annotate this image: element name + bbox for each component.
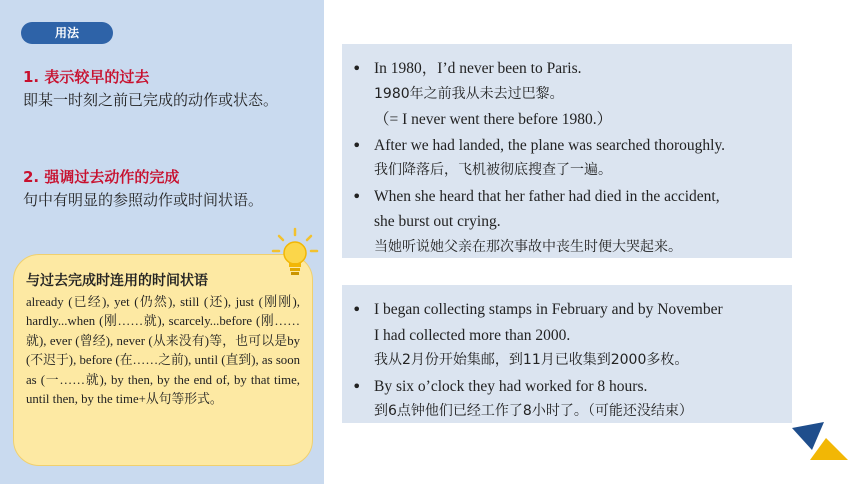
example-line: I had collected more than 2000.	[374, 326, 571, 344]
usage-2-title: 2. 强调过去动作的完成	[23, 168, 180, 186]
example-line: • When she heard that her father had died in the accident,	[374, 187, 720, 205]
usage-section-1	[23, 66, 313, 112]
usage-tag: 用法	[21, 22, 113, 44]
example-item	[352, 297, 784, 374]
usage-1-body: 即某一时刻之前已完成的动作或状态。	[23, 91, 279, 109]
example-line: she burst out crying.	[374, 213, 501, 230]
example-line: • In 1980，I’d never been to Paris.	[374, 60, 582, 77]
example-line: 当她听说她父亲在那次事故中丧生时便大哭起来。	[374, 238, 682, 255]
example-line: 我们降落后，飞机被彻底搜查了一遍。	[374, 162, 612, 178]
example-line: • After we had landed, the plane was searched thoroughly.	[374, 136, 726, 154]
lightbulb-icon	[270, 226, 320, 282]
examples-card-2	[342, 285, 792, 423]
example-line: （= I never went there before 1980.）	[374, 111, 613, 128]
time-adverbial-note	[13, 254, 313, 466]
example-item	[352, 133, 784, 184]
left-panel	[0, 0, 324, 484]
example-line: • I began collecting stamps in February and by November	[374, 301, 723, 318]
example-line: 1980年之前我从未去过巴黎。	[374, 85, 564, 102]
note-title: 与过去完成时连用的时间状语	[26, 273, 208, 289]
examples-card-1	[342, 44, 792, 258]
usage-2-body: 句中有明显的参照动作或时间状语。	[23, 191, 264, 209]
example-line: • By six o’clock they had worked for 8 hours.	[374, 377, 648, 395]
examples-list-1	[342, 44, 792, 260]
example-item	[352, 374, 784, 425]
example-item	[352, 56, 784, 133]
example-line: 我从2月份开始集邮，到11月已收集到2000多枚。	[374, 352, 689, 368]
usage-section-2	[23, 166, 313, 212]
example-line: 到6点钟他们已经工作了8小时了。（可能还没结束）	[374, 403, 693, 419]
triangle-decoration	[790, 420, 850, 464]
example-item	[352, 184, 784, 261]
examples-list-2	[342, 285, 792, 425]
note-body: already (已经), yet (仍然), still (还), just (刚刚), hardly...when (刚……就), scarcely...before (刚……就), ever (曾经), never (从来没有)等，也可以是by (不迟于), before (在……之前), until (直到), as soon as (一……就), by then, by the end of, by that time, until then, by the time+从句等形式。	[26, 295, 300, 407]
usage-1-title: 1. 表示较早的过去	[23, 68, 150, 86]
